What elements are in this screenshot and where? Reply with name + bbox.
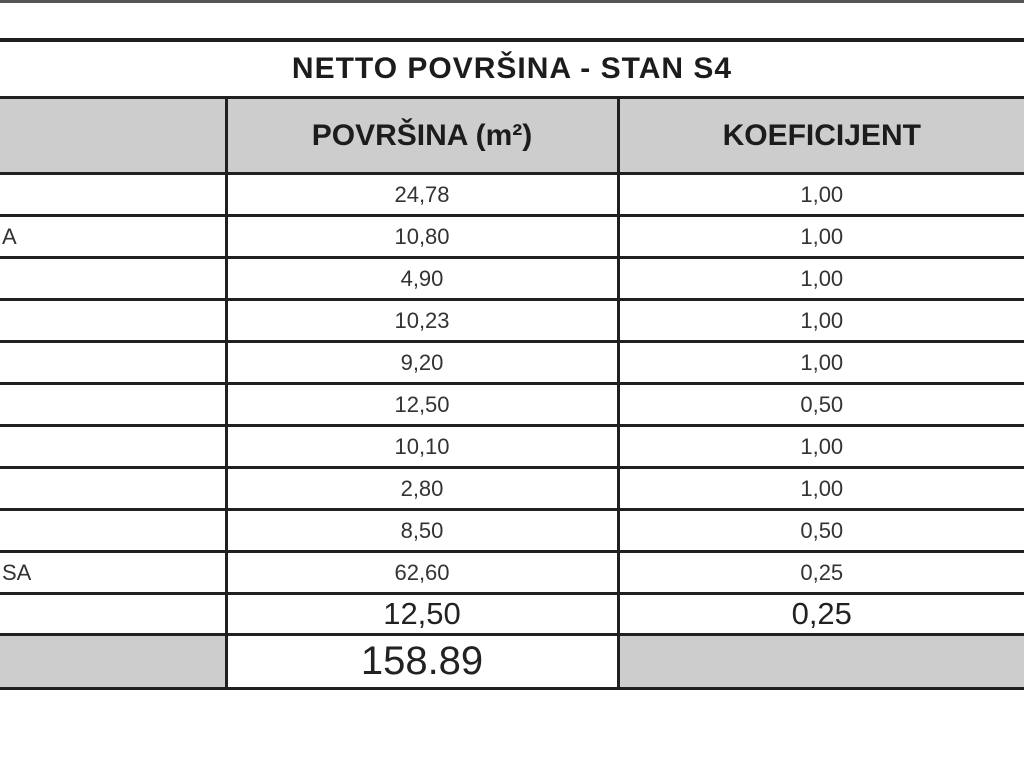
room-name: A	[0, 216, 226, 258]
table-row	[0, 552, 1024, 594]
total-row	[0, 635, 1024, 689]
room-name	[0, 174, 226, 216]
net-area-table	[0, 38, 1024, 690]
room-name	[0, 258, 226, 300]
room-coefficient: 0,25	[618, 594, 1024, 635]
header-area: POVRŠINA (m²)	[226, 98, 618, 174]
room-coefficient: 0,25	[618, 552, 1024, 594]
room-area: 8,50	[226, 510, 618, 552]
room-coefficient: 1,00	[618, 342, 1024, 384]
table-row	[0, 468, 1024, 510]
room-name	[0, 594, 226, 635]
table-row	[0, 594, 1024, 635]
total-coefficient	[618, 635, 1024, 689]
header-name	[0, 98, 226, 174]
room-name	[0, 300, 226, 342]
total-label	[0, 635, 226, 689]
room-name	[0, 510, 226, 552]
total-area: 158.89	[226, 635, 618, 689]
table-row	[0, 216, 1024, 258]
room-coefficient: 0,50	[618, 384, 1024, 426]
room-area: 24,78	[226, 174, 618, 216]
room-area: 9,20	[226, 342, 618, 384]
room-area: 10,80	[226, 216, 618, 258]
room-coefficient: 1,00	[618, 174, 1024, 216]
table-row	[0, 300, 1024, 342]
room-name	[0, 426, 226, 468]
room-area: 12,50	[226, 384, 618, 426]
room-coefficient: 1,00	[618, 258, 1024, 300]
room-coefficient: 1,00	[618, 426, 1024, 468]
table-row	[0, 384, 1024, 426]
room-coefficient: 0,50	[618, 510, 1024, 552]
room-name	[0, 384, 226, 426]
room-area: 10,10	[226, 426, 618, 468]
table-row	[0, 174, 1024, 216]
room-area: 2,80	[226, 468, 618, 510]
area-table-container	[0, 38, 1024, 690]
room-area: 4,90	[226, 258, 618, 300]
table-header-row	[0, 98, 1024, 174]
room-area: 62,60	[226, 552, 618, 594]
room-area: 10,23	[226, 300, 618, 342]
room-name	[0, 342, 226, 384]
room-coefficient: 1,00	[618, 468, 1024, 510]
top-border-line	[0, 0, 1024, 3]
room-name	[0, 468, 226, 510]
room-coefficient: 1,00	[618, 216, 1024, 258]
table-row	[0, 342, 1024, 384]
room-name: SA	[0, 552, 226, 594]
room-coefficient: 1,00	[618, 300, 1024, 342]
table-row	[0, 510, 1024, 552]
table-row	[0, 258, 1024, 300]
table-title-row	[0, 40, 1024, 98]
header-coefficient: KOEFICIJENT	[618, 98, 1024, 174]
table-title: NETTO POVRŠINA - STAN S4	[0, 40, 1024, 98]
room-area: 12,50	[226, 594, 618, 635]
table-row	[0, 426, 1024, 468]
